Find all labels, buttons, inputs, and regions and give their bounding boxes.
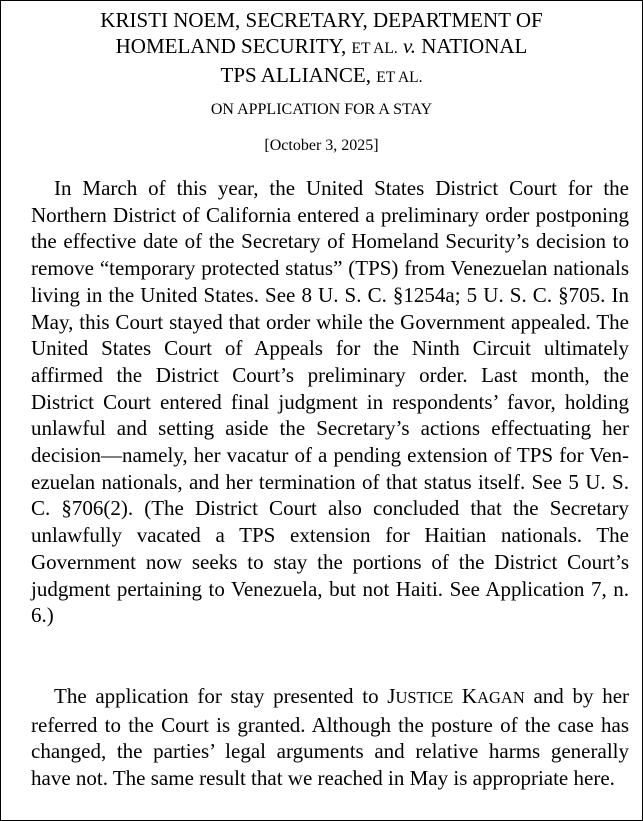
paragraph-1 bbox=[31, 175, 629, 629]
application-heading: ON APPLICATION FOR A STAY bbox=[210, 101, 433, 118]
et-al-2: ET AL. bbox=[376, 69, 423, 86]
kagan-small-caps: AGAN bbox=[477, 688, 525, 707]
et-al-1: ET AL. bbox=[351, 40, 398, 57]
caption-line-2-text: HOMELAND SECURITY, bbox=[115, 34, 352, 58]
caption-line-2 bbox=[0, 33, 643, 62]
caption-line-1: KRISTI NOEM, SECRETARY, DEPARTMENT OF bbox=[100, 8, 543, 32]
paragraph-2 bbox=[31, 683, 629, 792]
caption-line-2-end: NATIONAL bbox=[421, 34, 528, 58]
kagan-initial: K bbox=[461, 684, 478, 708]
paragraph-2-lead: The application for stay presented to bbox=[54, 684, 388, 708]
justice-initial: J bbox=[387, 684, 396, 708]
paragraph-2-rest: and by her referred to the Court is granted. Although the posture of the case has changed, the parties’ legal arguments and relative harms generally have not. The same result that we reached in May is appropriate here. bbox=[31, 684, 630, 791]
paragraph-2-text bbox=[31, 683, 629, 792]
case-caption bbox=[0, 7, 643, 91]
versus: v. bbox=[402, 34, 416, 58]
caption-line-3 bbox=[0, 62, 643, 91]
justice-small-caps: USTICE bbox=[395, 688, 454, 707]
paragraph-1-text: In March of this year, the United States District Court for the Northern District of California entered a preliminary order postponing the effective date of the Secretary of Homeland Security’s decision to remove “temporary protected status” (TPS) from Venezuelan nationals living in the United States. See 8 U. S. C. §1254a; 5 U. S. C. §705. In May, this Court stayed that order while the Government appealed. The United States Court of Appeals for the Ninth Circuit ultimately affirmed the District Court’s preliminary order. Last month, the District Court entered final judgment in respondents’ favor, holding unlawful and setting aside the Secretary’s actions effectuating her decision—namely, her vacatur of a pending extension of TPS for Venezuelan nationals, and her termination of that status itself. See 5 U. S. C. §706(2). (The District Court also concluded that the Secretary unlawfully vacated a TPS extension for Haitian nationals. The Government now seeks to stay the portions of the District Court’s judgment pertaining to Venezuela, but not Haiti. See Application 7, n. 6.) bbox=[31, 176, 629, 628]
caption-line-3-text: TPS ALLIANCE, bbox=[220, 63, 377, 87]
decision-date: [October 3, 2025] bbox=[264, 137, 379, 154]
